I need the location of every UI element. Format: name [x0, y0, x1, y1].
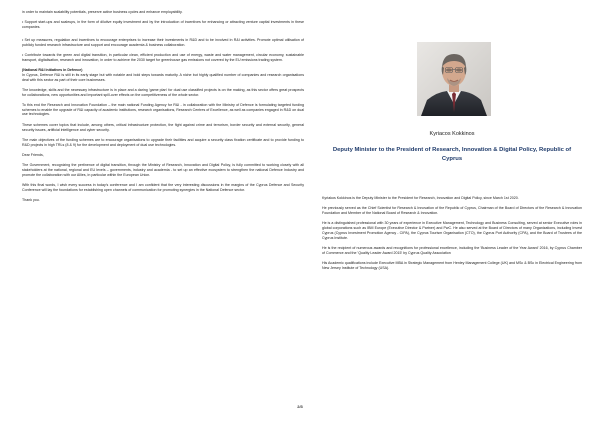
page-number: 2/3 [297, 404, 303, 409]
paragraph: The Government, recognizing the pertinence of digital transition, through the Ministry of Research, Innovation and Digital Policy, is fully committed to working closely with all stakeholders at the national, regional and EU levels – governments, industry and academia - to set up an effective ecosystem to strengthen the national Defence Industry and promote the collaboration with our Allies, in particular within the European Union. [22, 163, 304, 177]
bio-paragraph: He is a distinguished professional with 30 years of experience in Executive Management, Technology and Business Consulting, served at senior Executive roles in global corporations such as IBM Europe (Executive Director & Partner) and PwC. He also served at the Board of Directors of many Organizations, including Invest Cyprus (Cyprus Investment Promotion Agency - CIPA), the Cyprus Tourism Organisation (CTO), the Cyprus Port Authority (CPA), and the Board of Trustees of the Cyprus Institute. [322, 221, 582, 240]
paragraph: To this end the Research and Innovation Foundation – the main national Funding Agency for R&I - in collaboration with the Ministry of Defence is formulating targeted funding schemes to enable the upgrade of R&I capacity of academic institutions, research organisations, Research Centres of Excellence, as well as companies engaged in R&D on dual use technologies. [22, 102, 304, 117]
portrait-image [417, 42, 491, 116]
bio-paragraph: He previously served as the Chief Scientist for Research & Innovation of the Republic of Cyprus, Chairman of the Board of Directors of the Research & Innovation Foundation and Member of the National Board of Research & Innovation. [322, 206, 582, 216]
person-name: Kyriacos Kokkinos [429, 131, 475, 137]
salutation: Dear Friends, [22, 153, 44, 157]
paragraph: These schemes cover topics that include, among others, critical infrastructure protection, the fight against crime and terrorism, border security and external security, general security issues, artificial intelligence and cyber security. [22, 122, 304, 132]
closing: Thank you. [22, 198, 40, 203]
bullet-paragraph: • Support start-ups and scaleups, in the form of dilutive equity investment and by the introduction of incentives for enhancing or attracting venture capital investments in these companies. [22, 20, 304, 30]
paragraph: In Cyprus, Defence R&I is still in its early stage but with notable and bold steps towards maturity. A niche but highly qualified number of companies and research organisations deal with this sector as part of their core businesses. [22, 72, 304, 82]
left-column [22, 10, 304, 209]
bio-paragraph: His Academic qualifications include Executive MBA in Strategic Management from Henley Management College (UK) and MSc & BSc in Electrical Engineering from New Jersey Institute of Technology (USA). [322, 261, 582, 270]
person-title: Deputy Minister to the President of Research, Innovation & Digital Policy, Republic of Cyprus [332, 147, 572, 162]
bullet-paragraph: • Contribute towards the green and digital transition, in particular clean, efficient production and use of energy, waste and water management, circular economy, sustainable transport, digitalisation, research and innovation, in order to achieve the 2030 target for greenhouse gas emissions not covered by the EU emissions trading system. [22, 52, 304, 62]
bullet-paragraph: • Set up measures, regulation and incentives to encourage enterprises to increase their investments in R&D and to be involved in R&I activities. Promote optimal utilisation of publicly funded research infrastructure and support and encourage academia & business collaboration. [22, 37, 304, 47]
section-heading: (National R&I Initiatives in Defence) [22, 68, 83, 73]
paragraph: With this final words, I wish every success in today's conference and I am confident that the very interesting discussions in the margins of the Cyprus Defence and Security Conference will lay the foundations for establishing open channels of communication for promoting synergies in the National Defence sector. [22, 183, 304, 192]
bio-paragraph: He is the recipient of numerous awards and recognitions for professional excellence, including the 'Business Leader of the Year Award' 2016, by Cyprus Chamber of Commerce and the 'Quality Leader Award 2015' by Cyprus Quality Association [322, 246, 582, 255]
paragraph: The knowledge, skills and the necessary infrastructure is in place and a daring 'game plan' for dual use classified projects is on the making, as this sector offers great prospects for collaborations, new opportunities and important spill-over effects on the competitiveness of the whole sector. [22, 87, 304, 97]
paragraph: in order to maintain scalability potentials, preserve active business cycles and enhance employability. [22, 10, 183, 14]
biography [322, 196, 582, 276]
portrait-photo [417, 42, 491, 116]
bio-paragraph: Kyriakos Kokkinos is the Deputy Minister to the President for Research, Innovation and Digital Policy, since March 1st 2020. [322, 196, 519, 200]
paragraph: The main objectives of the funding schemes are to encourage organisations to upgrade their facilities and acquire a security class fixation certificate and to provide funding to R&D projects in high TRLs (8 & 9) for the development and deployment of dual use technologies. [22, 137, 304, 147]
